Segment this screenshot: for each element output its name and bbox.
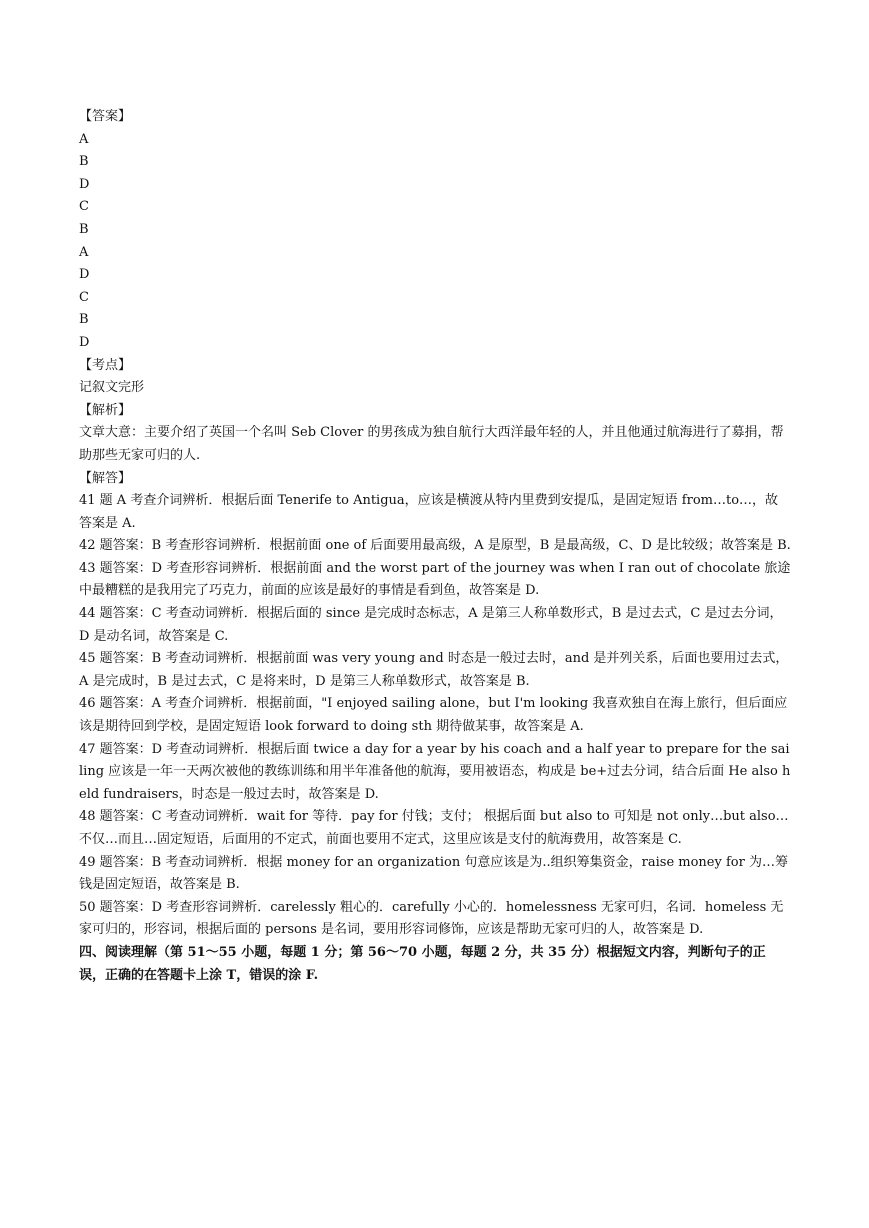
answer-item: B <box>79 154 89 170</box>
answer-heading: 【答案】 <box>79 109 132 124</box>
solution-item: 49 题答案：B 考查动词辨析．根据 money for an organization 句意应该是为..组织筹集资金，raise money for 为…筹钱是固定短语，故答案是 B. <box>79 854 788 893</box>
answer-item: A <box>79 244 89 260</box>
solution-item: 48 题答案：C 考查动词辨析．wait for 等待．pay for 付钱；支付； 根据后面 but also to 可知是 not only…but also…不仅…而且…固定短语，后面用的不定式，前面也要用不定式，这里应该是支付的航海费用，故答案是 C. <box>79 809 789 847</box>
answer-item: D <box>79 176 90 192</box>
solution-item: 46 题答案：A 考查介词辨析．根据前面，"I enjoyed sailing alone，but I'm looking 我喜欢独自在海上旅行，但后面应该是期待回到学校，是固定短语 look forward to doing sth 期待做某事，故答案是 A. <box>79 696 788 735</box>
answer-item: C <box>79 289 89 305</box>
point-heading: 【考点】 <box>79 357 132 373</box>
section-title: 四、阅读理解（第 51～55 小题，每题 1 分；第 56～70 小题，每题 2 分，共 35 分）根据短文内容，判断句子的正误，正确的在答题卡上涂 T，错误的涂 F. <box>79 944 766 983</box>
solution-item: 42 题答案：B 考查形容词辨析．根据前面 one of 后面要用最高级，A 是原型，B 是最高级，C、D 是比较级；故答案是 B. <box>79 538 791 554</box>
solution-heading: 【解答】 <box>79 470 132 486</box>
answer-item: C <box>79 199 89 215</box>
answer-list <box>79 129 791 355</box>
answer-item: B <box>79 221 89 237</box>
answer-item: D <box>79 267 90 283</box>
answer-item: D <box>79 334 90 350</box>
solution-item: 43 题答案：D 考查形容词辨析．根据前面 and the worst part of the journey was when I ran out of chocolate 旅途中最糟糕的是我用完了巧克力，前面的应该是最好的事情是看到鱼，故答案是 D. <box>79 560 791 599</box>
solution-item: 47 题答案：D 考查动词辨析．根据后面 twice a day for a year by his coach and a half year to prepare for the sailing 应该是一年一天两次被他的教练训练和用半年准备他的航海，要用被语态，构成是 be+过去分词，结合后面 He also held fundraisers，时态是一般过去时，故答案是 D. <box>79 741 791 802</box>
answer-item: A <box>79 131 89 147</box>
solution-item: 45 题答案：B 考查动词辨析．根据前面 was very young and 时态是一般过去时，and 是并列关系，后面也要用过去式，A 是完成时，B 是过去式，C 是将来时，D 是第三人称单数形式，故答案是 B. <box>79 651 789 689</box>
answer-item: B <box>79 312 89 328</box>
analysis-heading: 【解析】 <box>79 402 132 418</box>
solution-list <box>79 490 791 942</box>
solution-item: 50 题答案：D 考查形容词辨析．carelessly 粗心的．carefully 小心的．homelessness 无家可归，名词．homeless 无家可归的，形容词，根据后面的 persons 是名词，要用形容词修饰，应该是帮助无家可归的人，故答案是 D. <box>79 899 784 938</box>
solution-item: 44 题答案：C 考查动词辨析．根据后面的 since 是完成时态标志，A 是第三人称单数形式，B 是过去式，C 是过去分词，D 是动名词，故答案是 C. <box>79 606 783 644</box>
document-body <box>79 106 791 987</box>
analysis-text: 文章大意：主要介绍了英国一个名叫 Seb Clover 的男孩成为独自航行大西洋最年轻的人，并且他通过航海进行了募捐，帮助那些无家可归的人. <box>79 425 784 463</box>
solution-item: 41 题 A 考查介词辨析．根据后面 Tenerife to Antigua，应该是横渡从特内里费到安提瓜，是固定短语 from…to…，故答案是 A. <box>79 493 779 531</box>
point-text: 记叙文完形 <box>79 380 145 396</box>
